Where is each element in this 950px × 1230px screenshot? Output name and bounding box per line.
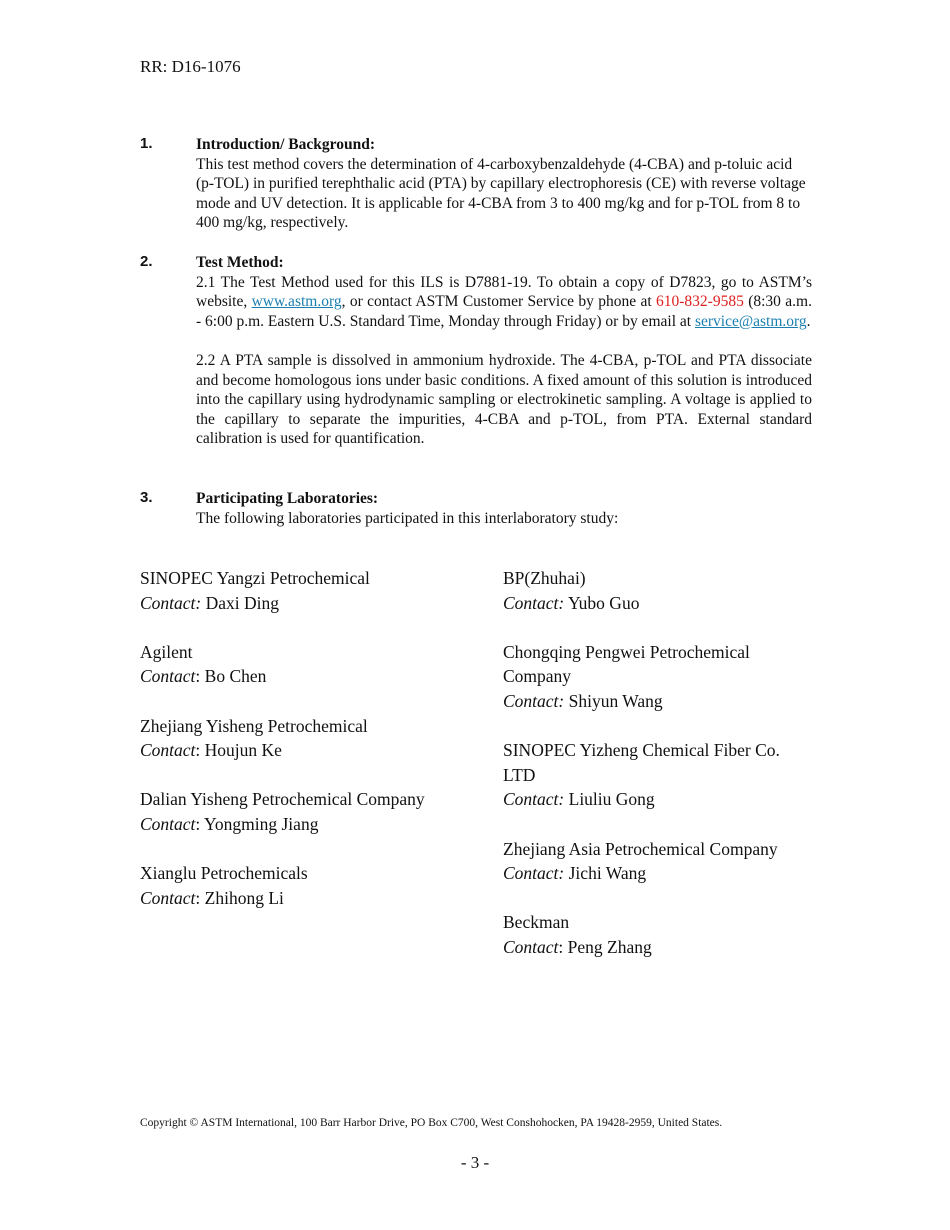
section-number: 1. (140, 135, 153, 152)
contact-name: Bo Chen (204, 666, 267, 687)
contact-name: Yubo Guo (567, 592, 640, 613)
section-participating-labs (140, 489, 812, 528)
lab-entry: Zhejiang Asia Petrochemical Company Contact: Jichi Wang (503, 837, 813, 886)
section-text: The following laboratories participated in this interlaboratory study: (196, 509, 619, 527)
lab-entry: Chongqing Pengwei Petrochemical Company Contact: Shiyun Wang (503, 640, 813, 714)
contact-label: Contact (140, 592, 196, 613)
lab-entry: SINOPEC Yizheng Chemical Fiber Co. LTD Contact: Liuliu Gong (503, 738, 813, 812)
lab-name: Xianglu Petrochemicals (140, 863, 308, 884)
contact-name: Peng Zhang (567, 936, 652, 957)
section-title: Introduction/ Background: (196, 136, 376, 153)
contact-label: Contact (503, 863, 559, 884)
lab-entry: BP(Zhuhai) Contact: Yubo Guo (503, 566, 813, 615)
lab-entry: SINOPEC Yangzi Petrochemical Contact: Daxi Ding (140, 566, 480, 615)
contact-name: Daxi Ding (205, 592, 280, 613)
section-number: 2. (140, 253, 153, 270)
contact-name: Liuliu Gong (568, 789, 655, 810)
lab-name: Dalian Yisheng Petrochemical Company (140, 789, 425, 810)
section-title: Test Method: (196, 254, 284, 271)
lab-name: Beckman (503, 912, 570, 933)
contact-label: Contact (503, 936, 559, 957)
section-number: 3. (140, 489, 153, 506)
copyright-notice: Copyright © ASTM International, 100 Barr Harbor Drive, PO Box C700, West Conshohocken, PA 19428-2959, United States. (140, 1117, 723, 1129)
lab-name: SINOPEC Yangzi Petrochemical (140, 568, 370, 588)
phone-number: 610-832-9585 (656, 293, 744, 311)
lab-entry: Dalian Yisheng Petrochemical Company Contact: Yongming Jiang (140, 787, 480, 836)
contact-name: Zhihong Li (204, 887, 284, 908)
contact-name: Shiyun Wang (568, 690, 663, 711)
contact-label: Contact (140, 887, 196, 908)
contact-name: Jichi Wang (568, 863, 647, 884)
contact-label: Contact (503, 690, 559, 711)
lab-name: SINOPEC Yizheng Chemical Fiber Co. LTD (503, 740, 780, 785)
section-test-method (140, 253, 812, 449)
test-method-paragraph-2: 2.2 A PTA sample is dissolved in ammonium hydroxide. The 4-CBA, p-TOL and PTA dissociate and become homologous ions under basic conditions. A fixed amount of this solution is introduced into the capillary using hydrodynamic sampling or electrokinetic sampling. A voltage is applied to the capillary to separate the impurities, 4-CBA and p-TOL, from PTA. External standard calibration is used for quantification. (196, 351, 812, 448)
section-title: Participating Laboratories: (196, 490, 379, 507)
test-method-paragraph-1: 2.1 The Test Method used for this ILS is D7881-19. To obtain a copy of D7823, go to ASTM’s website, www.astm.org, or contact ASTM Customer Service by phone at 610-832-9585 (8:30 a.m. - 6:00 p.m. Eastern U.S. Standard Time, Monday through Friday) or by email at service@astm.org. (196, 273, 812, 330)
contact-label: Contact (140, 813, 196, 834)
labs-left-column (140, 566, 480, 935)
lab-name: Zhejiang Yisheng Petrochemical (140, 715, 368, 736)
lab-name: Agilent (140, 641, 193, 662)
section-text: This test method covers the determination of 4-carboxybenzaldehyde (4-CBA) and p-toluic acid (p-TOL) in purified terephthalic acid (PTA) by capillary electrophoresis (CE) with reverse voltage mode and UV detection. It is applicable for 4-CBA from 3 to 400 mg/kg and for p-TOL from 8 to 400 mg/kg, respectively. (196, 155, 806, 232)
report-id: RR: D16-1076 (140, 57, 241, 76)
lab-name: BP(Zhuhai) (503, 568, 586, 588)
lab-name: Chongqing Pengwei Petrochemical Company (503, 641, 750, 687)
lab-entry: Beckman Contact: Peng Zhang (503, 910, 813, 959)
contact-name: Yongming Jiang (204, 813, 319, 834)
contact-label: Contact (503, 789, 559, 810)
section-introduction (140, 135, 812, 233)
page-number: - 3 - (460, 1153, 490, 1172)
labs-right-column (503, 566, 813, 984)
contact-label: Contact (503, 592, 559, 613)
lab-entry: Xianglu Petrochemicals Contact: Zhihong Li (140, 861, 480, 910)
contact-label: Contact (140, 740, 196, 761)
lab-name: Zhejiang Asia Petrochemical Company (503, 838, 778, 859)
contact-label: Contact (140, 666, 196, 687)
email-link[interactable]: service@astm.org (694, 312, 807, 330)
lab-entry: Agilent Contact: Bo Chen (140, 640, 480, 689)
contact-name: Houjun Ke (204, 740, 282, 761)
lab-entry: Zhejiang Yisheng Petrochemical Contact: Houjun Ke (140, 714, 480, 763)
astm-website-link[interactable]: www.astm.org (251, 293, 342, 311)
